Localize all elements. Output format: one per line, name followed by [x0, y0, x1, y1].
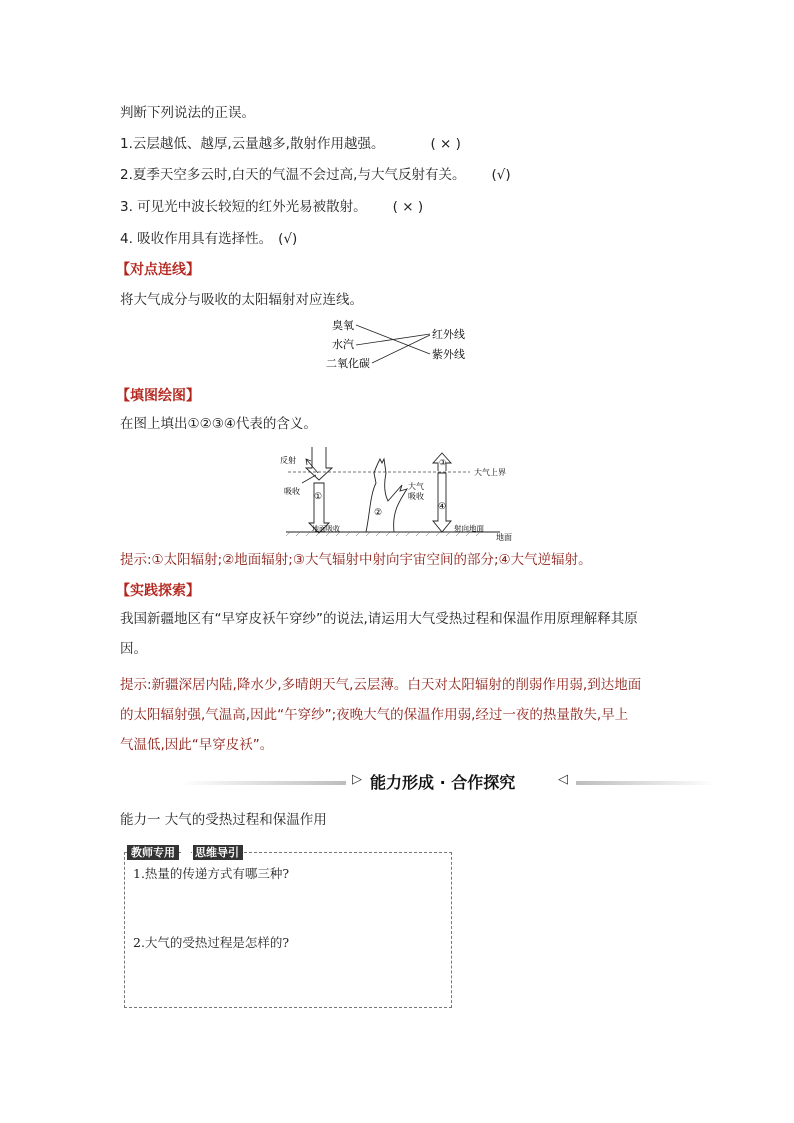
practice-hint: [120, 670, 690, 760]
ground-radiation-shape: [366, 459, 407, 532]
match-instruction: 将大气成分与吸收的太阳辐射对应连线。: [120, 292, 363, 308]
absorb-label: 吸收: [284, 487, 300, 496]
banner-right-icon: ◁: [558, 772, 568, 787]
section-banner: [180, 770, 720, 796]
practice-question: [120, 604, 690, 664]
banner-title: 能力形成 · 合作探究: [370, 773, 516, 792]
figure-heading: 【填图绘图】: [116, 388, 200, 404]
judge-item-text: 1.云层越低、越厚,云量越多,散射作用越强。: [120, 136, 385, 152]
match-line: [356, 334, 430, 345]
ground-absorb-label: 地面吸收: [312, 525, 340, 533]
to-ground-label: 射向地面: [454, 524, 484, 533]
atmosphere-top-label: 大气上界: [474, 468, 506, 477]
match-left-co2: 二氧化碳: [326, 357, 370, 370]
judge-item-text: 2.夏季天空多云时,白天的气温不会过高,与大气反射有关。: [120, 167, 466, 183]
figure-instruction: 在图上填出①②③④代表的含义。: [120, 416, 317, 432]
guide-question-2: 2.大气的受热过程是怎样的?: [133, 935, 290, 950]
judge-item-1: [120, 134, 461, 154]
match-heading: 【对点连线】: [116, 262, 200, 278]
label-n3: ③: [439, 458, 447, 467]
practice-question-line: 我国新疆地区有“早穿皮袄午穿纱”的说法,请运用大气受热过程和保温作用原理解释其原: [120, 611, 638, 627]
atm-absorb-label-2: 吸收: [408, 492, 424, 501]
label-n4: ④: [438, 502, 447, 512]
match-left-water: 水汽: [332, 338, 354, 351]
tag-separator-icon: [181, 847, 191, 857]
tag-thinking-guide: 思维导引: [193, 845, 243, 860]
label-n1: ①: [314, 492, 323, 502]
practice-hint-line: 气温低,因此“早穿皮袄”。: [120, 737, 274, 753]
banner-bar-right: [576, 781, 716, 785]
banner-bar-left: [180, 781, 346, 785]
figure-hint: 提示:①太阳辐射;②地面辐射;③大气辐射中射向宇宙空间的部分;④大气逆辐射。: [120, 552, 592, 568]
atm-absorb-label-1: 大气: [408, 482, 424, 491]
practice-hint-line: 的太阳辐射强,气温高,因此“午穿纱”;夜晚大气的保温作用弱,经过一夜的热量散失,早上: [120, 707, 629, 723]
judge-item-text: 4. 吸收作用具有选择性。: [120, 231, 273, 247]
judge-item-4: [120, 229, 297, 249]
practice-question-line: 因。: [120, 641, 147, 657]
banner-left-icon: ▷: [352, 772, 362, 787]
judge-item-3: [120, 197, 423, 217]
guide-question-1: 1.热量的传递方式有哪三种?: [133, 866, 290, 881]
match-right-infrared: 红外线: [432, 328, 465, 341]
judge-intro: 判断下列说法的正误。: [120, 105, 255, 121]
label-n2: ②: [374, 508, 383, 518]
teacher-tag: [127, 845, 243, 860]
absorb-arrow: [302, 475, 316, 483]
match-left-ozone: 臭氧: [332, 319, 354, 332]
judge-item-mark: (√): [491, 167, 511, 183]
match-right-uv: 紫外线: [432, 348, 465, 361]
judge-item-mark: ( × ): [430, 136, 461, 152]
judge-item-mark: (√): [278, 231, 298, 247]
heating-process-diagram: [274, 443, 524, 543]
matching-diagram: [320, 316, 480, 372]
tag-teacher-only: 教师专用: [127, 845, 179, 860]
judge-item-mark: ( × ): [392, 199, 424, 215]
ground-label: 地面: [496, 533, 512, 542]
match-line: [372, 335, 430, 363]
practice-hint-line: 提示:新疆深居内陆,降水少,多晴朗天气,云层薄。白天对太阳辐射的削弱作用弱,到达地面: [120, 677, 642, 693]
ability-title: 能力一 大气的受热过程和保温作用: [120, 812, 327, 828]
judge-item-2: [120, 165, 511, 185]
judge-item-text: 3. 可见光中波长较短的红外光易被散射。: [120, 199, 367, 215]
practice-heading: 【实践探索】: [116, 583, 200, 599]
reflect-label: 反射: [280, 456, 296, 465]
